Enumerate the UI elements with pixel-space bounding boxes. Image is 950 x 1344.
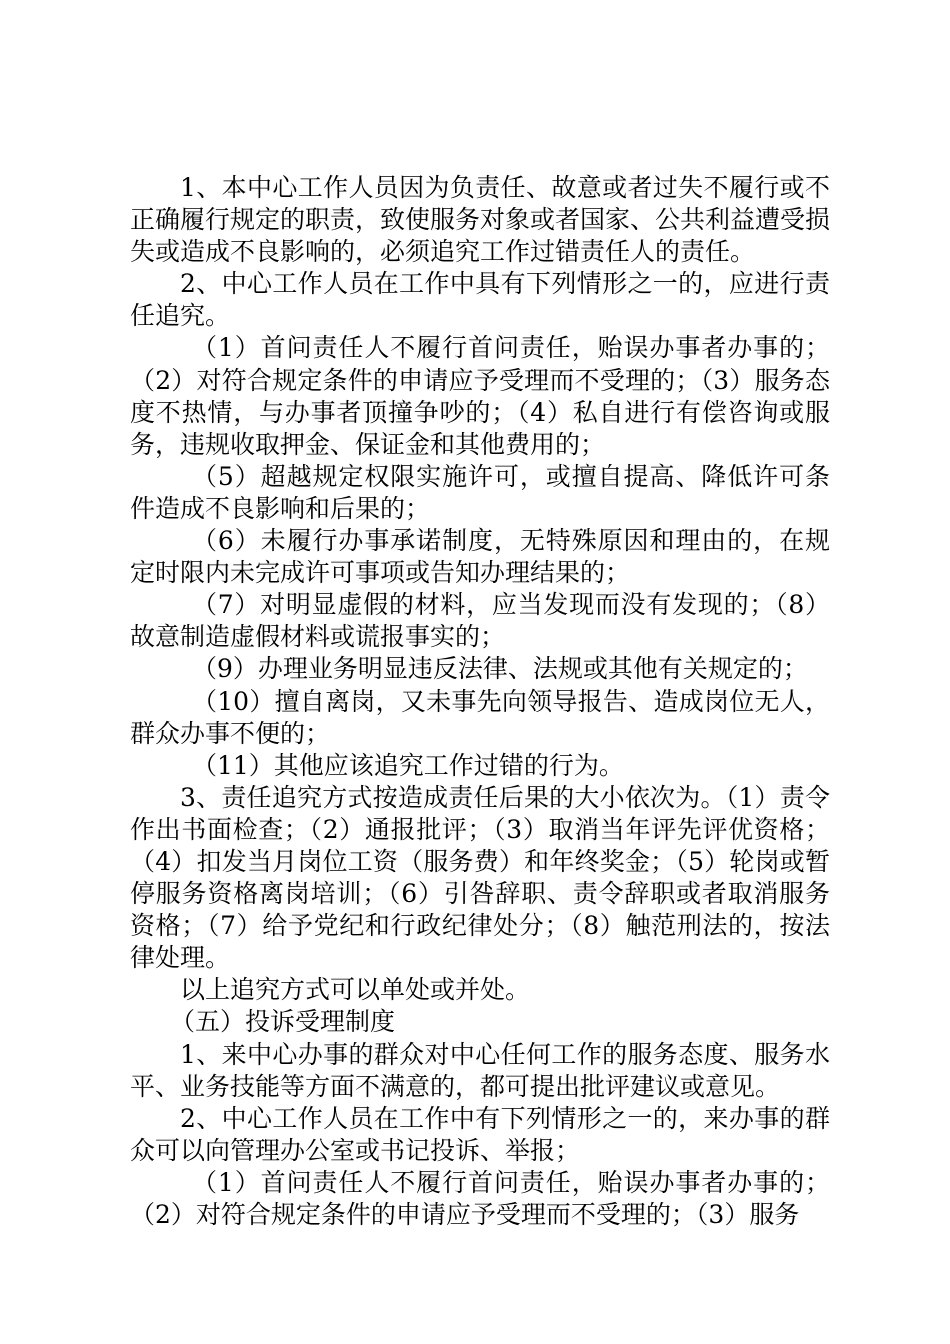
paragraph-item-7-8: （7）对明显虚假的材料，应当发现而没有发现的；（8）故意制造虚假材料或谎报事实的；: [130, 590, 830, 652]
paragraph-methods-note: 以上追究方式可以单处或并处。: [180, 975, 531, 1005]
paragraph-item-1-4: （1）首问责任人不履行首问责任，贻误办事者办事的；（2）对符合规定条件的申请应予受理而不受理的；（3）服务态度不热情，与办事者顶撞争吵的；（4）私自进行有偿咨询或服务，违规收取押金、保证金和其他费用的；: [130, 333, 830, 459]
section-heading-complaint-system: （五）投诉受理制度: [170, 1007, 396, 1037]
paragraph-accountability-conditions: 2、中心工作人员在工作中具有下列情形之一的，应进行责任追究。: [130, 269, 830, 331]
paragraph-item-5: （5）超越规定权限实施许可，或擅自提高、降低许可条件造成不良影响和后果的；: [130, 461, 830, 523]
paragraph-complaint-scope: 1、来中心办事的群众对中心任何工作的服务态度、服务水平、业务技能等方面不满意的，都可提出批评建议或意见。: [130, 1039, 830, 1101]
document-page: [130, 172, 830, 1231]
paragraph-accountability-methods: 3、责任追究方式按造成责任后果的大小依次为。（1）责令作出书面检查；（2）通报批评；（3）取消当年评先评优资格；（4）扣发当月岗位工资（服务费）和年终奖金；（5）轮岗或暂停服务资格离岗培训；（6）引咎辞职、责令辞职或者取消服务资格；（7）给予党纪和行政纪律处分；（8）触范刑法的，按法律处理。: [130, 782, 830, 973]
paragraph-complaint-items: （1）首问责任人不履行首问责任，贻误办事者办事的；（2）对符合规定条件的申请应予受理而不受理的；（3）服务: [130, 1167, 830, 1229]
paragraph-item-6: （6）未履行办事承诺制度，无特殊原因和理由的，在规定时限内未完成许可事项或告知办理结果的；: [130, 526, 830, 588]
paragraph-item-10: （10）擅自离岗，又未事先向领导报告、造成岗位无人，群众办事不便的；: [130, 686, 830, 748]
paragraph-item-11: （11）其他应该追究工作过错的行为。: [192, 750, 624, 780]
paragraph-complaint-conditions: 2、中心工作人员在工作中有下列情形之一的，来办事的群众可以向管理办公室或书记投诉、举报；: [130, 1103, 830, 1165]
paragraph-item-9: （9）办理业务明显违反法律、法规或其他有关规定的；: [192, 654, 808, 684]
paragraph-accountability-scope: 1、本中心工作人员因为负责任、故意或者过失不履行或不正确履行规定的职责，致使服务对象或者国家、公共利益遭受损失或造成不良影响的，必须追究工作过错责任人的责任。: [130, 173, 831, 267]
